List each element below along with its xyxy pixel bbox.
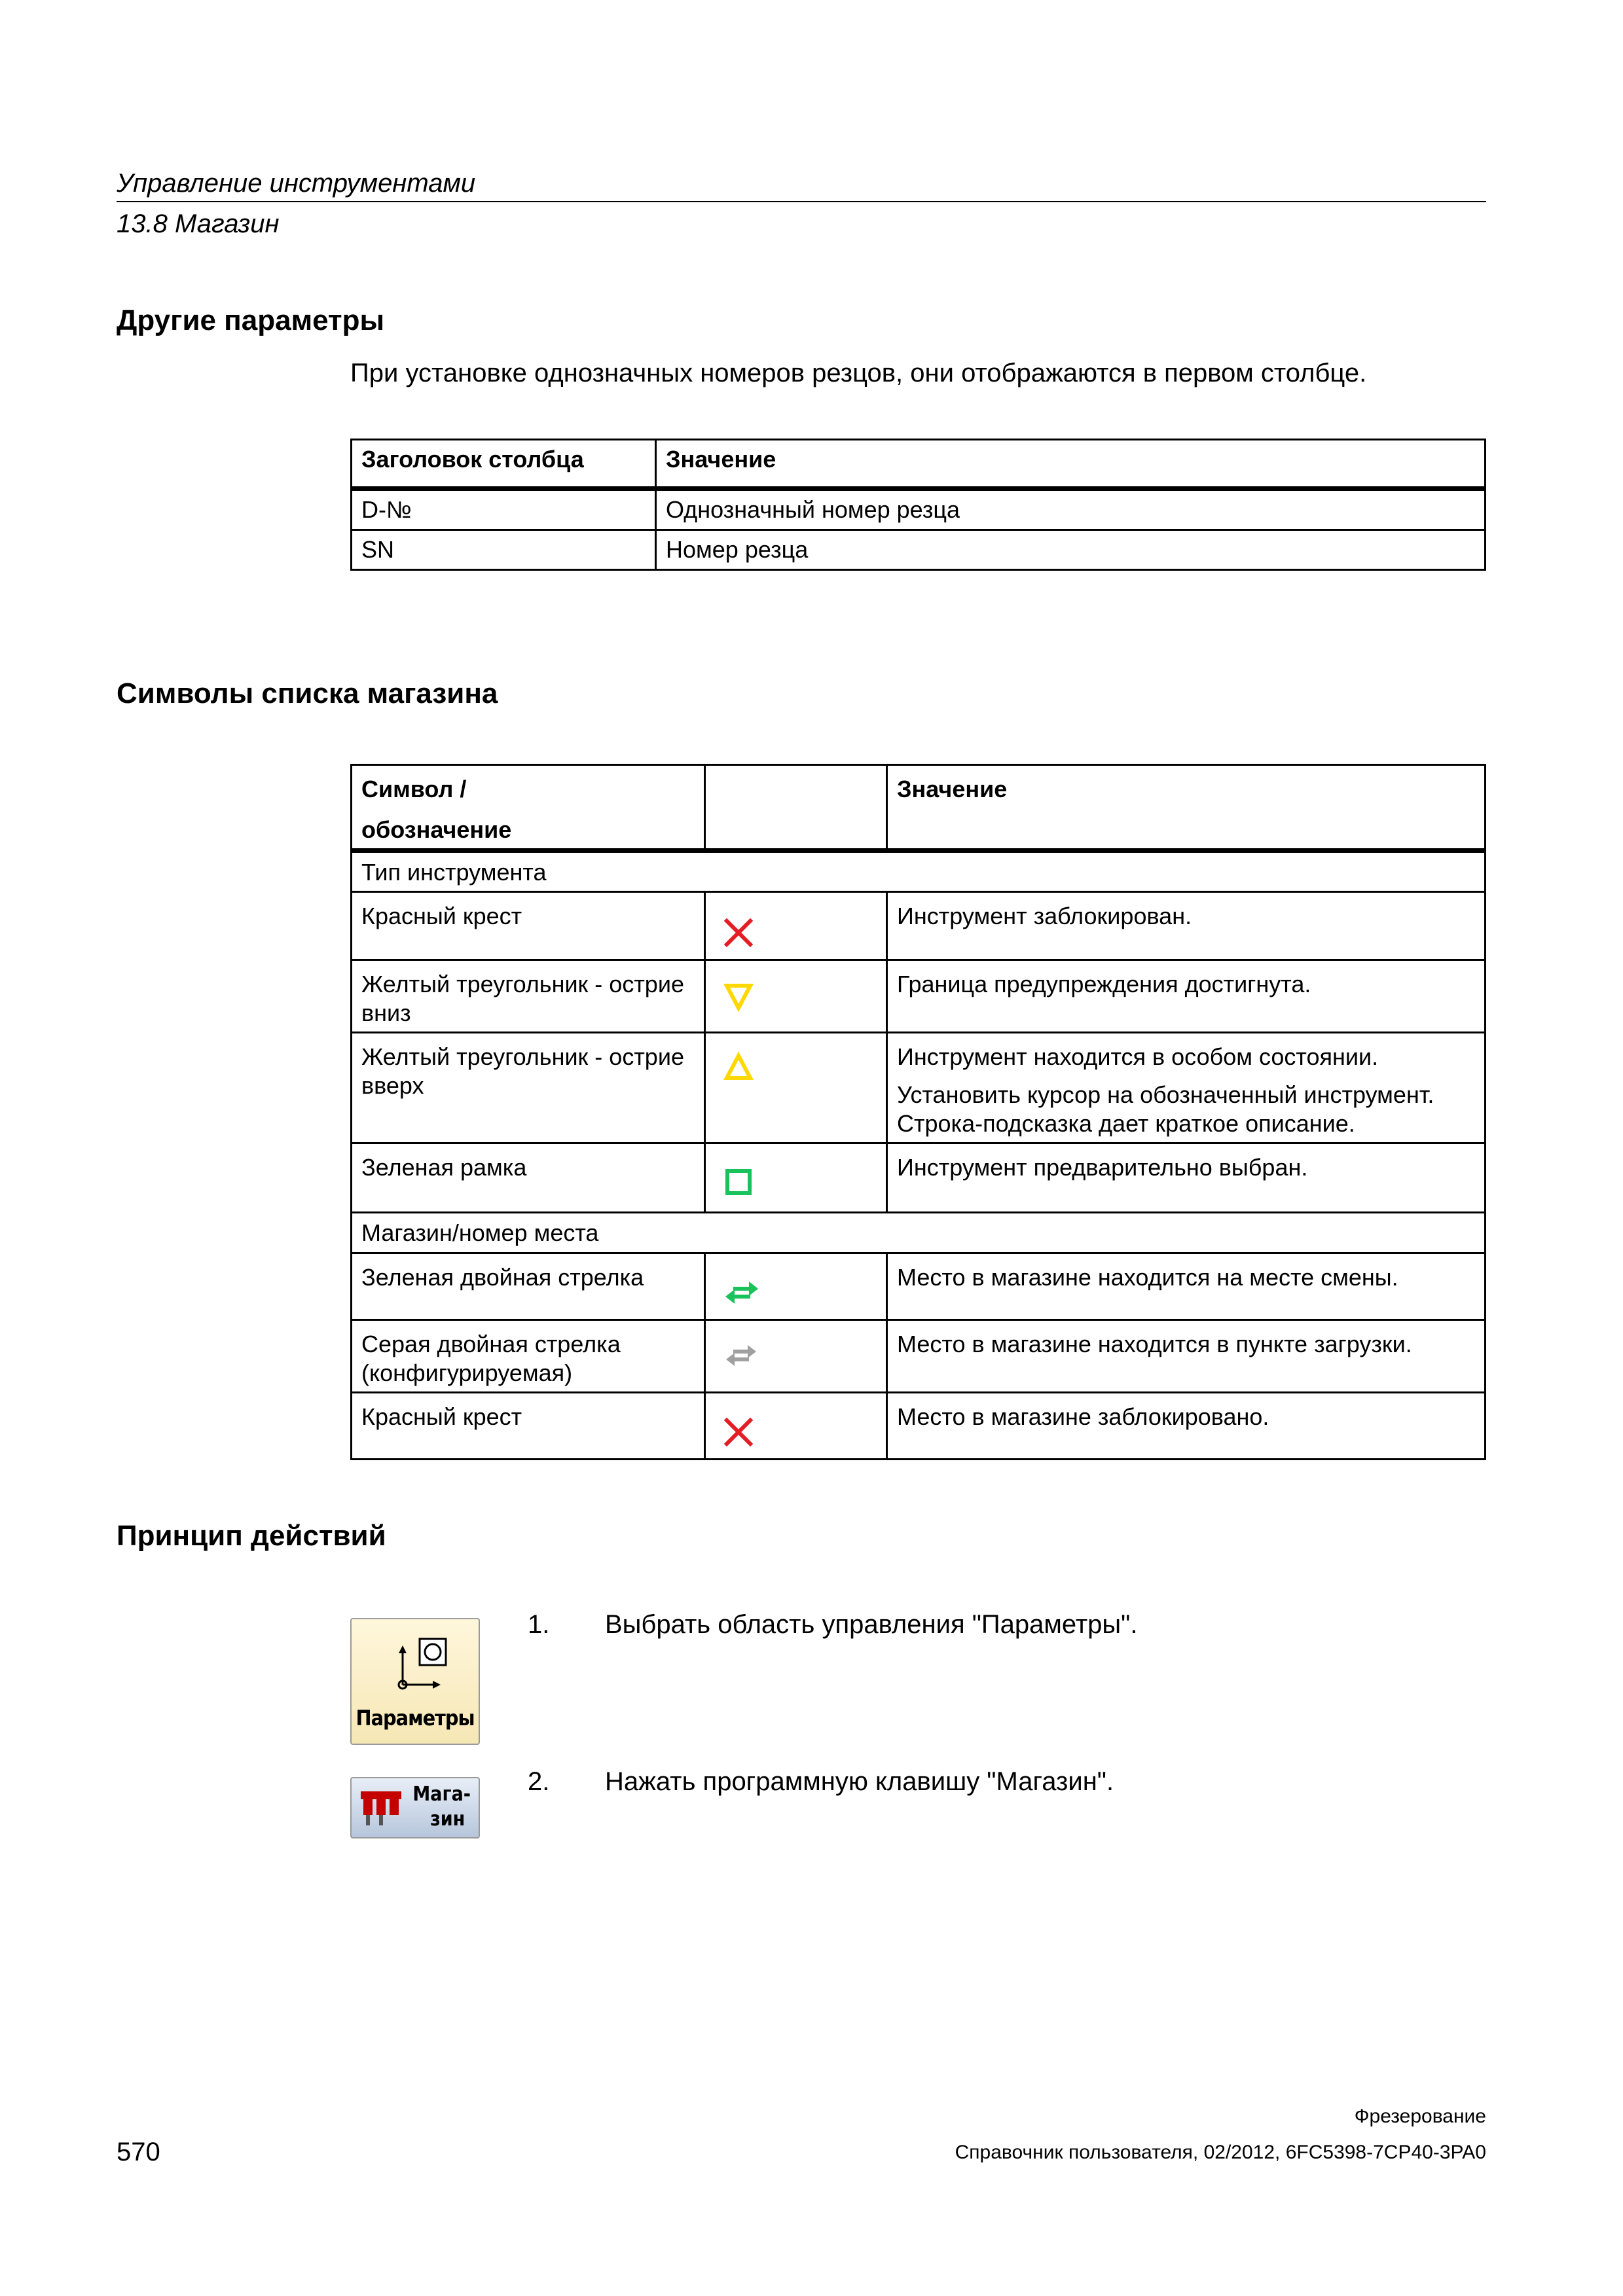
- group-label: Магазин/номер места: [352, 1213, 1486, 1253]
- red-cross-icon: [719, 1412, 758, 1452]
- symbols-table: [350, 764, 1486, 1460]
- symbol-cell: [705, 1393, 887, 1460]
- magazine-icon: [359, 1787, 403, 1829]
- symbol-label: Желтый треугольник - острие вверх: [352, 1033, 705, 1143]
- header-cell-column: Заголовок столбца: [352, 440, 656, 489]
- symbol-label: Серая двойная стрелка (конфигурируемая): [352, 1320, 705, 1393]
- other-params-intro: При установке однозначных номеров резцов, они отображаются в первом столбце.: [350, 359, 1367, 387]
- gray-double-arrow-icon: [719, 1336, 765, 1376]
- header-symbol-line1: Символ /: [361, 776, 467, 802]
- table-row: [352, 1033, 1486, 1143]
- step-number: 1.: [528, 1610, 550, 1639]
- symbol-meaning: Инструмент предварительно выбран.: [887, 1143, 1486, 1213]
- step-number: 2.: [528, 1767, 550, 1796]
- symbol-meaning: Место в магазине заблокировано.: [887, 1393, 1486, 1460]
- section-header: 13.8 Магазин: [117, 209, 280, 238]
- symbol-cell: [705, 1033, 887, 1143]
- chapter-header: Управление инструментами: [117, 169, 476, 198]
- header-cell-icon: [705, 765, 887, 851]
- symbol-label: Желтый треугольник - острие вниз: [352, 960, 705, 1033]
- symbol-meaning-main: Инструмент находится в особом состоянии.: [897, 1043, 1379, 1070]
- parameters-softkey[interactable]: [350, 1618, 480, 1745]
- header-cell-symbol: [352, 765, 705, 851]
- symbol-cell: [705, 1143, 887, 1213]
- group-row: [352, 851, 1486, 892]
- symbols-title: Символы списка магазина: [117, 677, 498, 709]
- step-text: Нажать программную клавишу "Магазин".: [605, 1767, 1114, 1796]
- symbol-meaning: Место в магазине находится в пункте загрузки.: [887, 1320, 1486, 1393]
- table-row: [352, 892, 1486, 960]
- group-row: [352, 1213, 1486, 1253]
- symbol-cell: [705, 1320, 887, 1393]
- magazine-softkey-label: [412, 1782, 471, 1832]
- table-row: [352, 530, 1486, 570]
- green-frame-icon: [719, 1162, 758, 1202]
- table-header-row: [352, 765, 1486, 851]
- page-number: 570: [117, 2138, 160, 2166]
- symbol-label: Красный крест: [352, 892, 705, 960]
- symbol-meaning: [887, 1033, 1486, 1143]
- symbol-cell: [705, 960, 887, 1033]
- table-header-row: [352, 440, 1486, 489]
- table-row: [352, 1143, 1486, 1213]
- red-cross-icon: [719, 913, 758, 952]
- table-row: [352, 1320, 1486, 1393]
- symbol-label: Зеленая двойная стрелка: [352, 1253, 705, 1320]
- header-cell-meaning: Значение: [887, 765, 1486, 851]
- symbol-label: Зеленая рамка: [352, 1143, 705, 1213]
- magazine-softkey-line2: зин: [430, 1808, 465, 1831]
- group-label: Тип инструмента: [352, 851, 1486, 892]
- other-params-title: Другие параметры: [117, 304, 385, 336]
- table-cell: D-№: [352, 489, 656, 530]
- green-double-arrow-icon: [719, 1272, 765, 1312]
- symbol-cell: [705, 892, 887, 960]
- magazine-softkey-line1: Мага-: [412, 1783, 471, 1806]
- table-row: [352, 960, 1486, 1033]
- yellow-triangle-down-icon: [719, 977, 758, 1016]
- table-row: [352, 489, 1486, 530]
- step-text: Выбрать область управления "Параметры".: [605, 1610, 1138, 1639]
- symbol-cell: [705, 1253, 887, 1320]
- table-row: [352, 1393, 1486, 1460]
- footer-manual: Справочник пользователя, 02/2012, 6FC5398-7CP40-3PA0: [955, 2142, 1486, 2163]
- table-cell: Однозначный номер резца: [656, 489, 1486, 530]
- header-rule: [117, 201, 1486, 202]
- symbol-label: Красный крест: [352, 1393, 705, 1460]
- header-cell-meaning: Значение: [656, 440, 1486, 489]
- symbol-meaning: Граница предупреждения достигнута.: [887, 960, 1486, 1033]
- parameters-softkey-label: Параметры: [356, 1706, 475, 1731]
- symbol-meaning-extra: Установить курсор на обозначенный инструмент. Строка-подсказка дает краткое описание.: [897, 1081, 1434, 1137]
- column-headers-table: [350, 439, 1486, 571]
- footer-product: Фрезерование: [1354, 2106, 1486, 2127]
- parameters-icon: [375, 1628, 454, 1700]
- symbol-meaning: Место в магазине находится на месте смены.: [887, 1253, 1486, 1320]
- magazine-softkey[interactable]: [350, 1777, 480, 1839]
- table-row: [352, 1253, 1486, 1320]
- table-cell: Номер резца: [656, 530, 1486, 570]
- procedure-title: Принцип действий: [117, 1520, 386, 1552]
- symbol-meaning: Инструмент заблокирован.: [887, 892, 1486, 960]
- yellow-triangle-up-icon: [719, 1048, 758, 1087]
- header-symbol-line2: обозначение: [361, 816, 512, 843]
- table-cell: SN: [352, 530, 656, 570]
